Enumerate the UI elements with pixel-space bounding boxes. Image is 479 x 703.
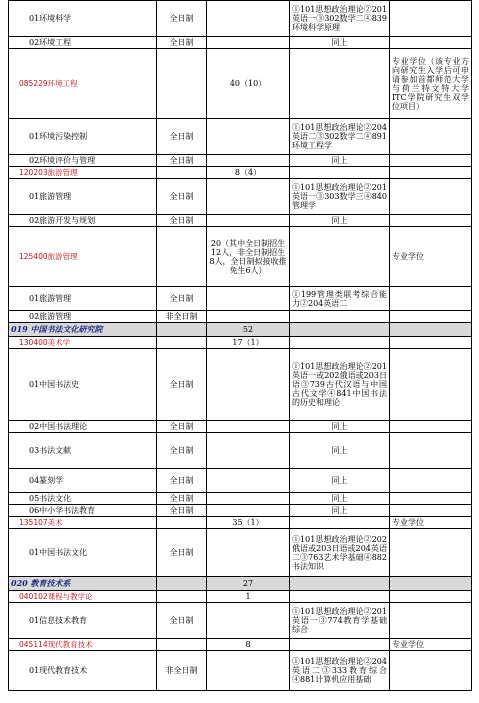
program-name-cell: 02旅游开发与规划 xyxy=(9,215,157,227)
remarks-cell xyxy=(390,287,472,311)
study-mode-cell xyxy=(157,323,207,337)
remarks-cell xyxy=(390,591,472,603)
program-name-cell: 05书法文化 xyxy=(9,493,157,505)
remarks-cell xyxy=(390,155,472,167)
exam-subjects-cell: ①101思想政治理论②201英语一③774教育学基础综合 xyxy=(290,603,390,639)
table-row xyxy=(9,179,472,215)
remarks-cell xyxy=(390,469,472,493)
remarks-cell: 专业学位（该专业方向研究生入学后可申请参加首都师范大学与荷兰特文特大学ITC学院研究生双学位项目） xyxy=(390,49,472,119)
study-mode-cell xyxy=(157,49,207,119)
enrollment-count-cell xyxy=(207,603,290,639)
table-row xyxy=(9,493,472,505)
remarks-cell xyxy=(390,337,472,349)
program-name-cell: 01环境科学 xyxy=(9,1,157,37)
remarks-cell xyxy=(390,505,472,517)
study-mode-cell: 全日制 xyxy=(157,603,207,639)
table-row xyxy=(9,119,472,155)
table-row xyxy=(9,1,472,37)
enrollment-count-cell xyxy=(207,37,290,49)
exam-subjects-cell xyxy=(290,577,390,591)
exam-subjects-cell: ①199管理类联考综合能力②204英语二 xyxy=(290,287,390,311)
remarks-cell: 专业学位 xyxy=(390,517,472,529)
enrollment-count-cell: 27 xyxy=(207,577,290,591)
program-name-cell: 135107美术 xyxy=(9,517,157,529)
enrollment-count-cell xyxy=(207,421,290,433)
enrollment-count-cell xyxy=(207,179,290,215)
remarks-cell xyxy=(390,1,472,37)
enrollment-count-cell: 1 xyxy=(207,591,290,603)
remarks-cell xyxy=(390,493,472,505)
department-row xyxy=(9,323,472,337)
study-mode-cell: 全日制 xyxy=(157,155,207,167)
program-name-cell: 01旅游管理 xyxy=(9,287,157,311)
enrollment-count-cell: 8（4） xyxy=(207,167,290,179)
remarks-cell xyxy=(390,323,472,337)
admissions-catalog-sheet xyxy=(8,0,471,691)
study-mode-cell xyxy=(157,639,207,651)
exam-subjects-cell: ①101思想政治理论②201英语一③302数学二④839环境科学原理 xyxy=(290,1,390,37)
enrollment-count-cell xyxy=(207,215,290,227)
remarks-cell xyxy=(390,179,472,215)
remarks-cell xyxy=(390,529,472,577)
program-code-row xyxy=(9,337,472,349)
program-name-cell: 02旅游管理 xyxy=(9,311,157,323)
program-name-cell: 120203旅游管理 xyxy=(9,167,157,179)
exam-subjects-cell: 同上 xyxy=(290,215,390,227)
remarks-cell xyxy=(390,349,472,421)
program-name-cell: 04篆刻学 xyxy=(9,469,157,493)
study-mode-cell: 全日制 xyxy=(157,505,207,517)
enrollment-count-cell xyxy=(207,529,290,577)
exam-subjects-cell: 同上 xyxy=(290,493,390,505)
program-name-cell: 01现代教育技术 xyxy=(9,651,157,691)
enrollment-count-cell xyxy=(207,651,290,691)
enrollment-count-cell xyxy=(207,469,290,493)
remarks-cell xyxy=(390,651,472,691)
enrollment-count-cell xyxy=(207,493,290,505)
enrollment-count-cell xyxy=(207,1,290,37)
enrollment-count-cell: 35（1） xyxy=(207,517,290,529)
enrollment-count-cell: 8 xyxy=(207,639,290,651)
study-mode-cell: 非全日制 xyxy=(157,311,207,323)
study-mode-cell: 全日制 xyxy=(157,349,207,421)
program-table xyxy=(8,0,472,691)
program-code-row xyxy=(9,591,472,603)
department-row xyxy=(9,577,472,591)
table-row xyxy=(9,349,472,421)
exam-subjects-cell xyxy=(290,591,390,603)
exam-subjects-cell xyxy=(290,517,390,529)
remarks-cell xyxy=(390,311,472,323)
program-name-cell: 02环境工程 xyxy=(9,37,157,49)
table-row xyxy=(9,311,472,323)
enrollment-count-cell xyxy=(207,433,290,469)
exam-subjects-cell: 同上 xyxy=(290,155,390,167)
exam-subjects-cell xyxy=(290,639,390,651)
exam-subjects-cell: ①101思想政治理论②201英语一③303数学三④840管理学 xyxy=(290,179,390,215)
enrollment-count-cell xyxy=(207,287,290,311)
table-row xyxy=(9,37,472,49)
study-mode-cell: 全日制 xyxy=(157,37,207,49)
exam-subjects-cell: ①101思想政治理论②204英语二③333教育综合④881计算机应用基础 xyxy=(290,651,390,691)
program-name-cell: 125400旅游管理 xyxy=(9,227,157,287)
remarks-cell xyxy=(390,119,472,155)
program-name-cell: 01旅游管理 xyxy=(9,179,157,215)
program-code-row xyxy=(9,639,472,651)
exam-subjects-cell: 同上 xyxy=(290,433,390,469)
enrollment-count-cell: 52 xyxy=(207,323,290,337)
remarks-cell xyxy=(390,37,472,49)
study-mode-cell: 全日制 xyxy=(157,119,207,155)
study-mode-cell: 全日制 xyxy=(157,179,207,215)
table-row xyxy=(9,287,472,311)
program-name-cell: 01中国书法文化 xyxy=(9,529,157,577)
study-mode-cell: 非全日制 xyxy=(157,651,207,691)
program-code-row xyxy=(9,517,472,529)
exam-subjects-cell: 同上 xyxy=(290,37,390,49)
program-name-cell: 02中国书法理论 xyxy=(9,421,157,433)
program-name-cell: 045114现代教育技术 xyxy=(9,639,157,651)
enrollment-count-cell xyxy=(207,119,290,155)
table-row xyxy=(9,505,472,517)
study-mode-cell xyxy=(157,167,207,179)
exam-subjects-cell xyxy=(290,337,390,349)
program-name-cell: 085229环境工程 xyxy=(9,49,157,119)
remarks-cell: 专业学位 xyxy=(390,639,472,651)
study-mode-cell: 全日制 xyxy=(157,433,207,469)
table-row xyxy=(9,469,472,493)
table-row xyxy=(9,603,472,639)
table-row xyxy=(9,651,472,691)
enrollment-count-cell: 17（1） xyxy=(207,337,290,349)
enrollment-count-cell xyxy=(207,349,290,421)
table-row xyxy=(9,529,472,577)
enrollment-count-cell: 20（其中全日制招生12人，非全日制招生8人，全日制拟接收推免生6人） xyxy=(207,227,290,287)
exam-subjects-cell: ①101思想政治理论②201英语一或202俄语或203日语③739古代汉语与中国古代文学④841中国书法的历史和理论 xyxy=(290,349,390,421)
table-row xyxy=(9,433,472,469)
program-code-row xyxy=(9,49,472,119)
study-mode-cell: 全日制 xyxy=(157,529,207,577)
exam-subjects-cell xyxy=(290,311,390,323)
program-code-row xyxy=(9,167,472,179)
program-name-cell: 06中小学书法教育 xyxy=(9,505,157,517)
program-name-cell: 01环境污染控制 xyxy=(9,119,157,155)
program-name-cell: 020 教育技术系 xyxy=(9,577,157,591)
exam-subjects-cell: ①101思想政治理论②204英语二③302数学二④891环境工程学 xyxy=(290,119,390,155)
exam-subjects-cell: 同上 xyxy=(290,421,390,433)
program-name-cell: 01信息技术教育 xyxy=(9,603,157,639)
study-mode-cell: 全日制 xyxy=(157,493,207,505)
table-row xyxy=(9,421,472,433)
exam-subjects-cell xyxy=(290,323,390,337)
study-mode-cell: 全日制 xyxy=(157,421,207,433)
remarks-cell xyxy=(390,577,472,591)
study-mode-cell: 全日制 xyxy=(157,469,207,493)
program-name-cell: 040102课程与教学论 xyxy=(9,591,157,603)
study-mode-cell xyxy=(157,591,207,603)
remarks-cell xyxy=(390,421,472,433)
program-name-cell: 01中国书法史 xyxy=(9,349,157,421)
program-code-row xyxy=(9,227,472,287)
enrollment-count-cell xyxy=(207,155,290,167)
exam-subjects-cell: 同上 xyxy=(290,505,390,517)
study-mode-cell xyxy=(157,517,207,529)
enrollment-count-cell xyxy=(207,311,290,323)
study-mode-cell xyxy=(157,227,207,287)
exam-subjects-cell xyxy=(290,227,390,287)
exam-subjects-cell: 同上 xyxy=(290,469,390,493)
enrollment-count-cell: 40（10） xyxy=(207,49,290,119)
program-name-cell: 019 中国书法文化研究院 xyxy=(9,323,157,337)
program-name-cell: 03书法文献 xyxy=(9,433,157,469)
exam-subjects-cell xyxy=(290,49,390,119)
program-name-cell: 02环境评价与管理 xyxy=(9,155,157,167)
exam-subjects-cell: ①101思想政治理论②202俄语或203日语或204英语二③763艺术学基础④882书法知识 xyxy=(290,529,390,577)
program-table-body xyxy=(9,1,472,691)
remarks-cell xyxy=(390,215,472,227)
study-mode-cell xyxy=(157,337,207,349)
study-mode-cell xyxy=(157,577,207,591)
remarks-cell xyxy=(390,603,472,639)
program-name-cell: 130400美术学 xyxy=(9,337,157,349)
remarks-cell xyxy=(390,433,472,469)
table-row xyxy=(9,155,472,167)
study-mode-cell: 全日制 xyxy=(157,1,207,37)
study-mode-cell: 全日制 xyxy=(157,215,207,227)
enrollment-count-cell xyxy=(207,505,290,517)
exam-subjects-cell xyxy=(290,167,390,179)
remarks-cell: 专业学位 xyxy=(390,227,472,287)
remarks-cell xyxy=(390,167,472,179)
study-mode-cell: 全日制 xyxy=(157,287,207,311)
table-row xyxy=(9,215,472,227)
